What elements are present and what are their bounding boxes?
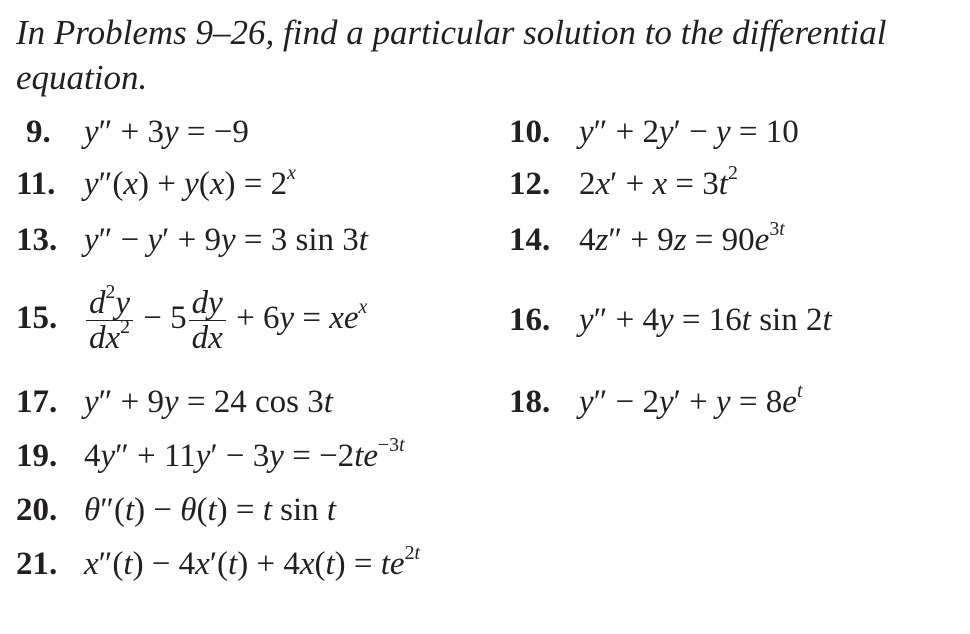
equation-21: $x''(t) - 4x'(t) + 4x(t) = te^{2t}$ bbox=[84, 542, 420, 582]
equation-17: y″ + 9y = 24 cos 3t bbox=[84, 384, 333, 420]
problem-16 bbox=[509, 300, 832, 340]
problem-11 bbox=[16, 164, 296, 204]
problem-15 bbox=[16, 278, 367, 358]
equation-11: $y''(x) + y(x) = 2^x$ bbox=[84, 162, 296, 202]
equation-18: $y'' - 2y' + y = 8e^t$ bbox=[579, 380, 803, 420]
problem-number: 15. bbox=[16, 300, 58, 336]
problem-number: 16. bbox=[509, 302, 551, 338]
problem-number: 17. bbox=[16, 384, 58, 420]
problem-number: 12. bbox=[509, 166, 551, 202]
problem-9 bbox=[26, 112, 249, 152]
problem-number: 13. bbox=[16, 222, 58, 258]
problem-17 bbox=[16, 382, 333, 422]
problem-number: 20. bbox=[16, 492, 58, 528]
instructions: In Problems 9–26, find a particular solution to the differential equation. bbox=[16, 13, 887, 97]
equation-14: $4z'' + 9z = 90e^{3t}$ bbox=[579, 218, 785, 258]
problem-19 bbox=[16, 436, 405, 476]
equation-19: $4y'' + 11y' - 3y = -2te^{-3t}$ bbox=[84, 434, 405, 474]
equation-15: $\frac{d^2y}{dx^2}$ − 5 $\frac{dy}{dx}$ + $6y = xe^x$ bbox=[84, 278, 367, 358]
problem-number: 11. bbox=[16, 166, 56, 202]
equation-16: y″ + 4y = 16t sin 2t bbox=[579, 302, 832, 338]
problem-number: 9. bbox=[26, 114, 51, 150]
problem-10 bbox=[509, 112, 799, 152]
problem-21 bbox=[16, 544, 420, 584]
problem-number: 10. bbox=[509, 114, 551, 150]
equation-20: θ″(t) − θ(t) = t sin t bbox=[84, 492, 337, 528]
problem-number: 18. bbox=[509, 384, 551, 420]
equation-12: $2x' + x = 3t^2$ bbox=[579, 162, 738, 202]
fraction-d2y-dx2: $\frac{d^2y}{dx^2}$ bbox=[86, 286, 133, 355]
problem-12 bbox=[509, 164, 738, 204]
equation-10: y″ + 2y′ − y = 10 bbox=[579, 114, 799, 150]
equation-13: y″ − y′ + 9y = 3 sin 3t bbox=[84, 222, 368, 258]
problem-number: 14. bbox=[509, 222, 551, 258]
equation-9: y″ + 3y = −9 bbox=[84, 114, 249, 150]
problem-14 bbox=[509, 220, 785, 260]
fraction-dy-dx: $\frac{dy}{dx}$ bbox=[189, 286, 226, 355]
problem-number: 21. bbox=[16, 546, 58, 582]
problem-18 bbox=[509, 382, 802, 422]
problem-13 bbox=[16, 220, 368, 260]
problem-number: 19. bbox=[16, 438, 58, 474]
problem-20 bbox=[16, 490, 336, 530]
